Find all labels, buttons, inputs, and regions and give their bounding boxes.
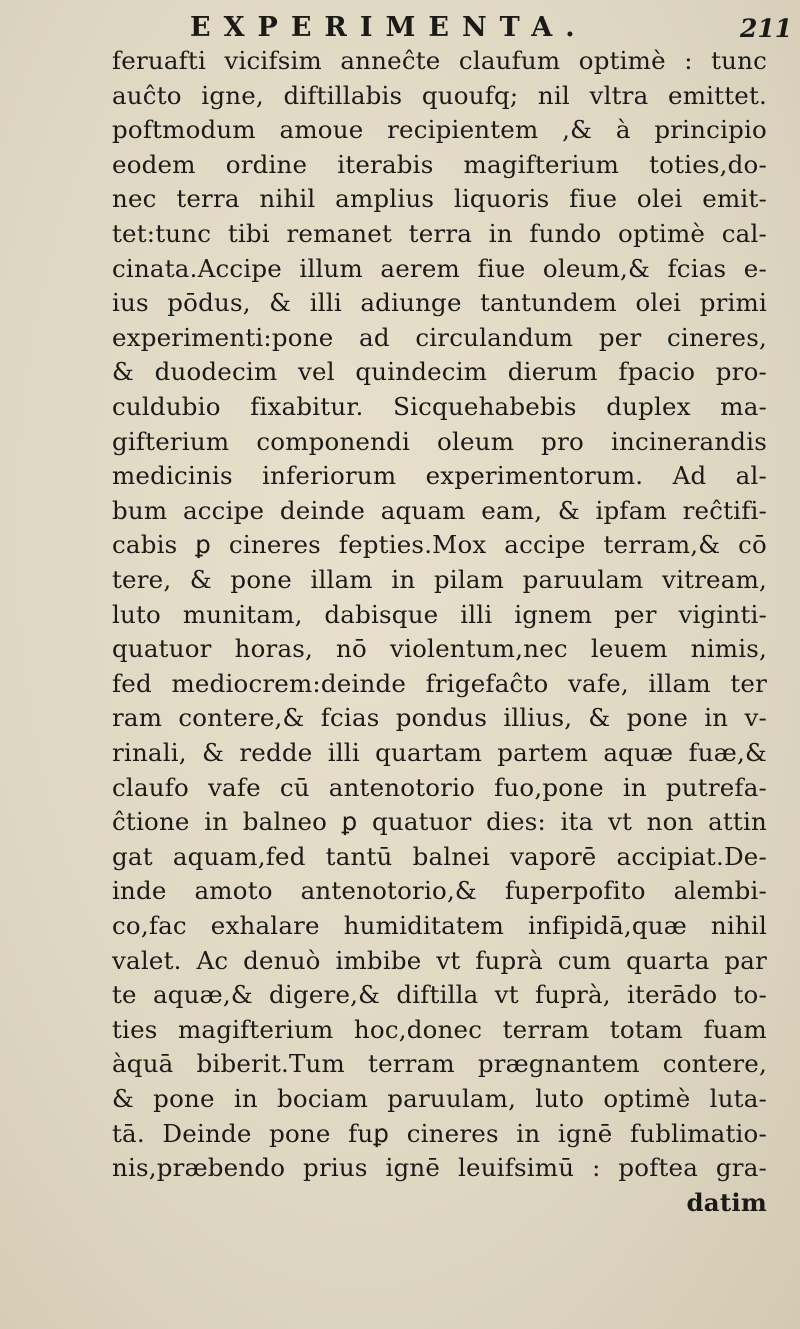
text-line: tā. Deinde pone fuꝑ cineres in ignē fublimatio- (112, 1118, 767, 1148)
text-line: nec terra nihil amplius liquoris fiue olei emit- (112, 184, 767, 214)
text-line: ties magifterium hoc,donec terram totam fuam (112, 1014, 767, 1044)
text-line: cinata.Accipe illum aerem fiue oleum,& fcias e- (112, 253, 767, 283)
text-line: & duodecim vel quindecim dierum fpacio pro- (112, 357, 767, 387)
text-line: tere, & pone illam in pilam paruulam vitream, (112, 565, 767, 594)
text-line: bum accipe deinde aquam eam, & ipfam reĉtifi- (112, 495, 767, 525)
page-number: 211 (740, 14, 793, 43)
text-line: feruafti vicifsim anneĉte claufum optimè : tunc (112, 46, 767, 75)
text-line: fed mediocrem:deinde frigefaĉto vafe, illam ter (112, 668, 767, 698)
text-line: gat aquam,fed tantū balnei vaporē accipiat.De- (112, 841, 767, 871)
text-line: inde amoto antenotorio,& fuperpofito alembi- (112, 876, 767, 906)
text-line: medicinis inferiorum experimentorum. Ad al- (112, 461, 767, 491)
text-line: ram contere,& fcias pondus illius, & pone in v- (112, 703, 767, 733)
text-line: quatuor horas, nō violentum,nec leuem nimis, (112, 634, 767, 664)
text-line: te aquæ,& digere,& diftilla vt fuprà, iterādo to- (112, 980, 767, 1010)
text-line: ĉtione in balneo ꝑ quatuor dies: ita vt non attin (112, 807, 767, 837)
text-line: auĉto igne, diftillabis quoufq; nil vltra emittet. (112, 80, 767, 110)
text-line: valet. Ac denuò imbibe vt fuprà cum quarta par (112, 945, 767, 975)
text-line: nis,præbendo prius ignē leuifsimū : poftea gra- (112, 1153, 767, 1183)
text-line: cabis ꝑ cineres fepties.Mox accipe terram,& cō (112, 530, 767, 560)
text-line: poftmodum amoue recipientem ,& à principio (112, 115, 767, 145)
text-line: tet:tunc tibi remanet terra in fundo optimè cal- (112, 219, 767, 248)
text-line: rinali, & redde illi quartam partem aquæ fuæ,& (112, 738, 767, 767)
text-line: gifterium componendi oleum pro incinerandis (112, 426, 767, 456)
text-line: experimenti:pone ad circulandum per cineres, (112, 322, 767, 352)
text-line: & pone in bociam paruulam, luto optimè luta- (112, 1084, 767, 1113)
running-head: EXPERIMENTA. (190, 12, 588, 43)
text-line: culdubio fixabitur. Sicquehabebis duplex ma- (112, 392, 767, 421)
page-header (0, 8, 800, 48)
text-line: claufo vafe cū antenotorio fuo,pone in putrefa- (112, 772, 767, 802)
text-line: luto munitam, dabisque illi ignem per viginti- (112, 599, 767, 629)
text-line: co,fac exhalare humiditatem infipidā,quæ nihil (112, 911, 767, 940)
text-line: eodem ordine iterabis magifterium toties,do- (112, 149, 767, 179)
text-line: ius pōdus, & illi adiunge tantundem olei primi (112, 288, 767, 318)
text-line: àquā biberit.Tum terram prægnantem contere, (112, 1049, 767, 1079)
catchword: datim (686, 1187, 767, 1217)
